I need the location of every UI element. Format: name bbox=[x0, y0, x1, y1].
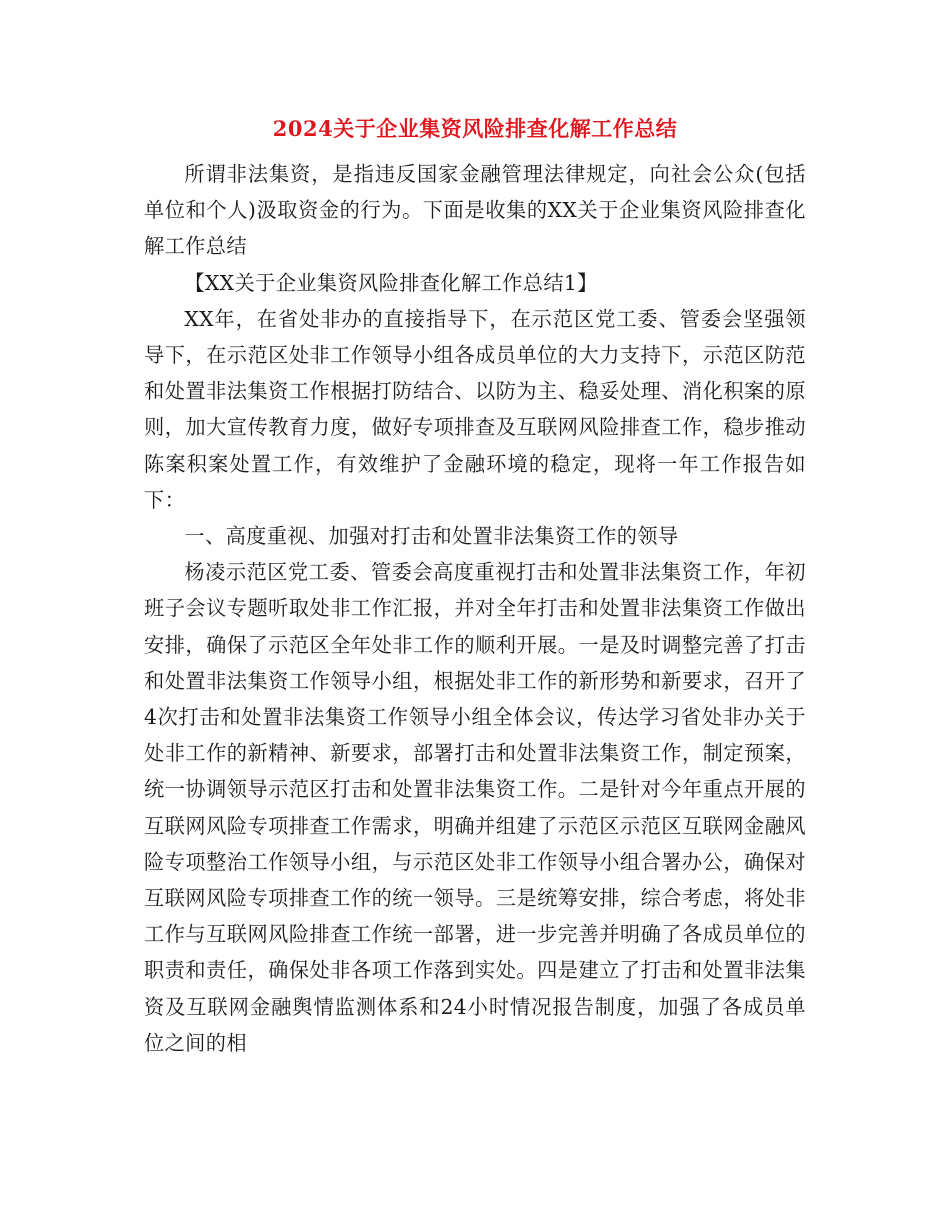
document-title: 2024关于企业集资风险排查化解工作总结 bbox=[272, 116, 678, 141]
overview-paragraph: XX年，在省处非办的直接指导下，在示范区党工委、管委会坚强领导下，在示范区处非工作领导小组各成员单位的大力支持下，示范区防范和处置非法集资工作根据打防结合、以防为主、稳妥处理、消化积案的原则，加大宣传教育力度，做好专项排查及互联网风险排查工作，稳步推动陈案积案处置工作，有效维护了金融环境的稳定，现将一年工作报告如下： bbox=[144, 306, 806, 512]
subsection-heading: 一、高度重视、加强对打击和处置非法集资工作的领导 bbox=[184, 524, 679, 549]
detail-paragraph: 杨凌示范区党工委、管委会高度重视打击和处置非法集资工作，年初班子会议专题听取处非工作汇报，并对全年打击和处置非法集资工作做出安排，确保了示范区全年处非工作的顺利开展。一是及时调整完善了打击和处置非法集资工作领导小组，根据处非工作的新形势和新要求，召开了4次打击和处置非法集资工作领导小组全体会议，传达学习省处非办关于处非工作的新精神、新要求，部署打击和处置非法集资工作，制定预案，统一协调领导示范区打击和处置非法集资工作。二是针对今年重点开展的互联网风险专项排查工作需求，明确并组建了示范区示范区互联网金融风险专项整治工作领导小组，与示范区处非工作领导小组合署办公，确保对互联网风险专项排查工作的统一领导。三是统筹安排，综合考虑，将处非工作与互联网风险排查工作统一部署，进一步完善并明确了各成员单位的职责和责任，确保处非各项工作落到实处。四是建立了打击和处置非法集资及互联网金融舆情监测体系和24小时情况报告制度，加强了各成员单位之间的相 bbox=[144, 560, 806, 1055]
document-body bbox=[144, 156, 806, 1061]
section-heading: 【XX关于企业集资风险排查化解工作总结1】 bbox=[184, 270, 598, 295]
intro-paragraph: 所谓非法集资，是指违反国家金融管理法律规定，向社会公众(包括单位和个人)汲取资金的行为。下面是收集的XX关于企业集资风险排查化解工作总结 bbox=[144, 162, 806, 259]
